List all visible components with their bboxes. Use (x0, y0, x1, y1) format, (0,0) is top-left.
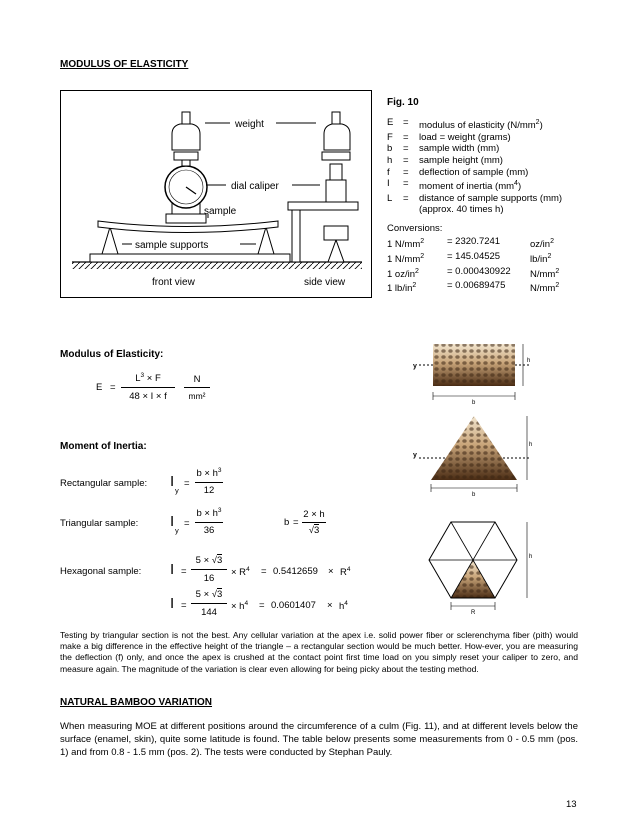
hex2-eq2: = (259, 600, 265, 611)
legend-row: h = sample height (mm) (387, 154, 503, 166)
tri-numerator: $b \times h^3$ (196, 507, 222, 520)
tri-b-eq: = (293, 517, 299, 528)
label-sample: sample (204, 206, 237, 217)
label-sample-supports: sample supports (135, 240, 209, 251)
fig-title: Fig. 10 (387, 97, 419, 108)
legend-row: F = load = weight (grams) (387, 131, 511, 143)
formula-E-lhs: E (96, 382, 103, 393)
fraction-bar (302, 522, 326, 523)
rect-eq: = (184, 478, 190, 489)
hex1-value: 0.5412659 (273, 566, 318, 577)
label-weight: weight (235, 119, 264, 130)
legend-row: I = moment of inertia $(mm^4)$ (387, 178, 522, 193)
apparatus-figure (60, 90, 372, 298)
conversion-row: 1 $N/mm^2$ = 145.04525 $lb/in^2$ (387, 250, 552, 265)
hex2-numerator: 5 × √3 (195, 589, 223, 600)
formula-E-denominator: 48 × I × f (129, 391, 167, 402)
fraction-bar (191, 603, 227, 604)
tri-b-lhs: b (284, 517, 290, 528)
hex2-I: I (170, 595, 175, 612)
tri-I-sub: y (175, 526, 179, 535)
rect-label: Rectangular sample: (60, 478, 148, 489)
rect-h-label: h (527, 358, 531, 364)
modulus-heading: Modulus of Elasticity: (60, 349, 164, 360)
hex1-I: I (170, 561, 175, 578)
label-dial-caliper: dial caliper (231, 181, 279, 192)
ground-hatch (72, 262, 362, 269)
fraction-bar (191, 569, 227, 570)
conversion-row: 1 $lb/in^2$ = 0.00689475 $N/mm^2$ (387, 280, 560, 295)
weight-block (172, 124, 200, 150)
label-front-view: front view (152, 277, 195, 288)
hex1-denominator: 16 (203, 573, 215, 584)
legend-row: L = distance of sample supports (mm) (387, 192, 563, 204)
hex1-R: $R^4$ (340, 566, 351, 579)
hex2-times: × (327, 600, 333, 611)
hex-R-label: R (471, 610, 476, 616)
rect-y-label: y (413, 363, 417, 370)
support-right (258, 227, 274, 254)
hex1-times: × (328, 566, 334, 577)
rect-numerator: $b \times h^3$ (196, 467, 222, 480)
legend-row: (approx. 40 times h) (419, 204, 504, 216)
hex1-numerator: 5 × √3 (195, 555, 223, 566)
rect-b-label: b (472, 400, 476, 406)
tri-b-denominator: √3 (308, 525, 320, 536)
tri-label: Triangular sample: (60, 518, 139, 529)
tri-denominator: 36 (203, 525, 215, 536)
tri-I: I (170, 513, 175, 530)
hex2-denominator: 144 (201, 607, 217, 618)
fig-legend (387, 117, 587, 216)
rect-I: I (170, 473, 175, 490)
tri-y-label: y (413, 452, 417, 459)
tri-h-label: h (529, 442, 533, 448)
fraction-bar (195, 522, 223, 523)
paragraph-bamboo-variation: When measuring MOE at different positions around the circumference of a culm (Fig. 11), and at different levels below the surface (enamel, skin), quite some latitude is found. The table below presents some measurements from 0 - 0.5 mm (pos. 1) and from 0.8 - 1.5 mm (pos. 2). The tests were conducted by Stephan Pauly. (60, 721, 578, 758)
paragraph-triangular: Testing by triangular section is not the best. Any cellular variation at the apex i.e. solid power fiber or sclerenchyma fiber (pith) would make a big difference in the effective height of the triangle – a rectangular section would be much better. How-ever, you are measuring the deflection (f) only, and once the apex is crushed at the contact point first time load on you simply reset your caliper to zero, and measure again. The magnitude of the variation is clear even allowing for being picky about the testing method. (60, 630, 578, 674)
hex1-eq: = (181, 566, 187, 577)
legend-row: b = sample width (mm) (387, 143, 500, 155)
hex2-eq: = (181, 600, 187, 611)
tri-eq: = (184, 518, 190, 529)
legend-row: E = modulus of elasticity $(N/mm^2)$ (387, 117, 543, 132)
fraction-bar (195, 482, 223, 483)
section2-title: NATURAL BAMBOO VARIATION (60, 697, 213, 708)
rect-I-sub: y (175, 486, 179, 495)
unit-numerator: N (193, 374, 201, 385)
legend-row: f = deflection of sample (mm) (387, 166, 529, 178)
hex2-value: 0.0601407 (271, 600, 316, 611)
formula-E-eq: = (110, 382, 116, 393)
section-title: MODULUS OF ELASTICITY (60, 59, 189, 70)
hex1-mult: × $R^4$ (231, 566, 250, 579)
hex-h-label: h (529, 554, 533, 560)
hex-label: Hexagonal sample: (60, 566, 142, 577)
conversion-row: 1 $oz/in^2$ = 0.000430922 $N/mm^2$ (387, 265, 560, 280)
rect-denominator: 12 (203, 485, 215, 496)
fraction-bar (121, 387, 175, 388)
label-side-view: side view (304, 277, 346, 288)
hex1-eq2: = (261, 566, 267, 577)
page-number: 13 (566, 799, 577, 810)
cross-section-shapes (405, 336, 545, 616)
inertia-heading: Moment of Inertia: (60, 441, 147, 452)
hex2-mult: × $h^4$ (231, 600, 249, 613)
hex2-h: $h^4$ (339, 600, 348, 613)
conversions-title: Conversions: (387, 223, 443, 234)
unit-denominator: mm² (188, 391, 206, 401)
support-left (102, 227, 118, 254)
fraction-bar (184, 387, 210, 388)
formula-E-numerator: $L^3 \times F$ (135, 372, 161, 385)
conversion-row: 1 $N/mm^2$ = 2320.7241 $oz/in^2$ (387, 236, 554, 251)
conversions-table (387, 236, 587, 295)
tri-b-numerator: 2 × h (303, 509, 325, 520)
tri-b-label: b (472, 492, 476, 498)
